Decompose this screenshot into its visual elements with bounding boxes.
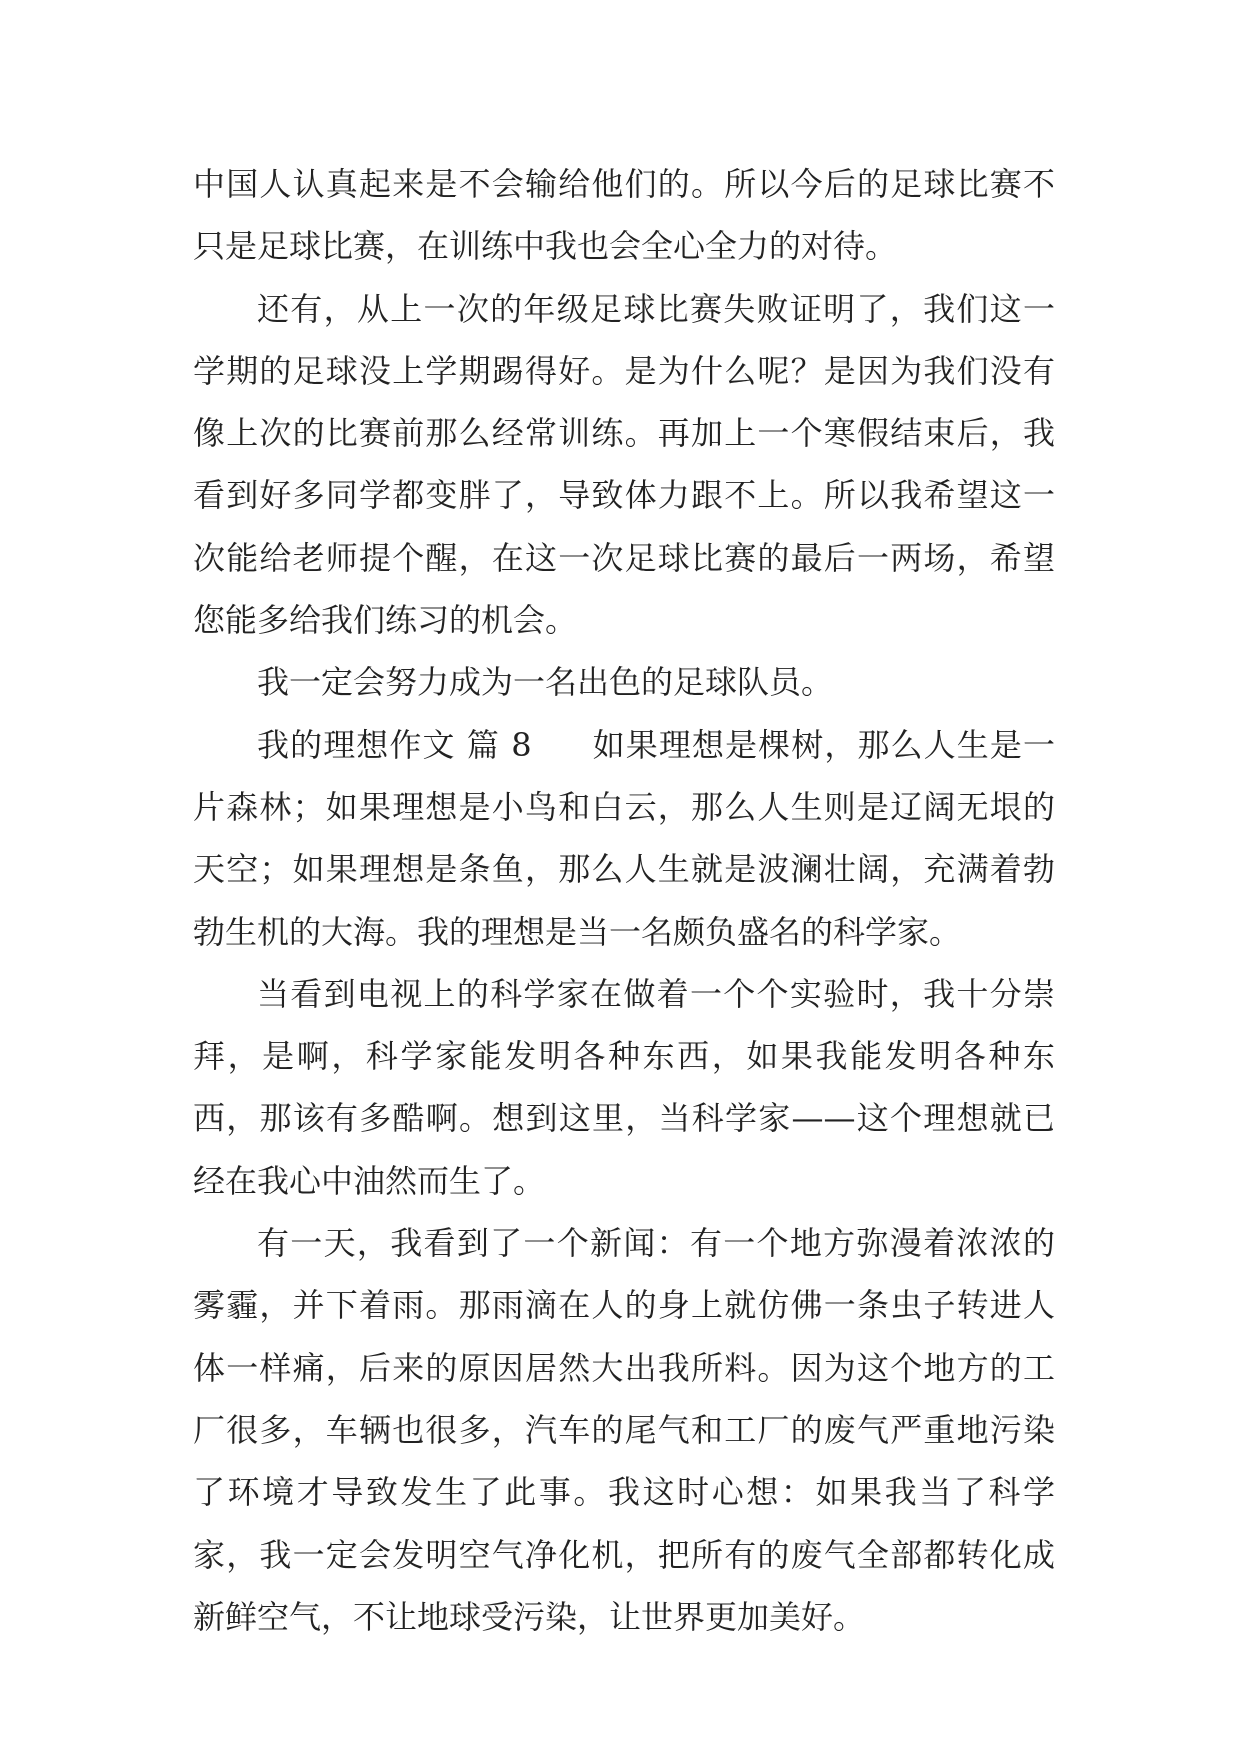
section-paragraph: [193, 714, 1055, 963]
section-title: 我的理想作文 篇 8: [257, 725, 532, 764]
paragraph-5: 当看到电视上的科学家在做着一个个实验时，我十分崇拜，是啊，科学家能发明各种东西，如果我能发明各种东西，那该有多酷啊。想到这里，当科学家——这个理想就已经在我心中油然而生了。: [193, 974, 1055, 1200]
section-first-paragraph: 如果理想是棵树，那么人生是一片森林；如果理想是小鸟和白云，那么人生则是辽阔无垠的天空；如果理想是条鱼，那么人生就是波澜壮阔，充满着勃勃生机的大海。我的理想是当一名颇负盛名的科学家。: [193, 725, 1055, 951]
paragraph-6: 有一天，我看到了一个新闻：有一个地方弥漫着浓浓的雾霾，并下着雨。那雨滴在人的身上就仿佛一条虫子转进人体一样痛，后来的原因居然大出我所料。因为这个地方的工厂很多，车辆也很多，汽车的尾气和工厂的废气严重地污染了环境才导致发生了此事。我这时心想：如果我当了科学家，我一定会发明空气净化机，把所有的废气全部都转化成新鲜空气，不让地球受污染，让世界更加美好。: [193, 1224, 1055, 1636]
paragraph-2: 还有，从上一次的年级足球比赛失败证明了，我们这一学期的足球没上学期踢得好。是为什么呢？是因为我们没有像上次的比赛前那么经常训练。再加上一个寒假结束后，我看到好多同学都变胖了，导致体力跟不上。所以我希望这一次能给老师提个醒，在这一次足球比赛的最后一两场，希望您能多给我们练习的机会。: [193, 289, 1055, 640]
document-body: [193, 153, 1055, 1648]
paragraph-3: 我一定会努力成为一名出色的足球队员。: [257, 663, 834, 702]
paragraph-1: 中国人认真起来是不会输给他们的。所以今后的足球比赛不只是足球比赛，在训练中我也会全心全力的对待。: [193, 165, 1055, 266]
